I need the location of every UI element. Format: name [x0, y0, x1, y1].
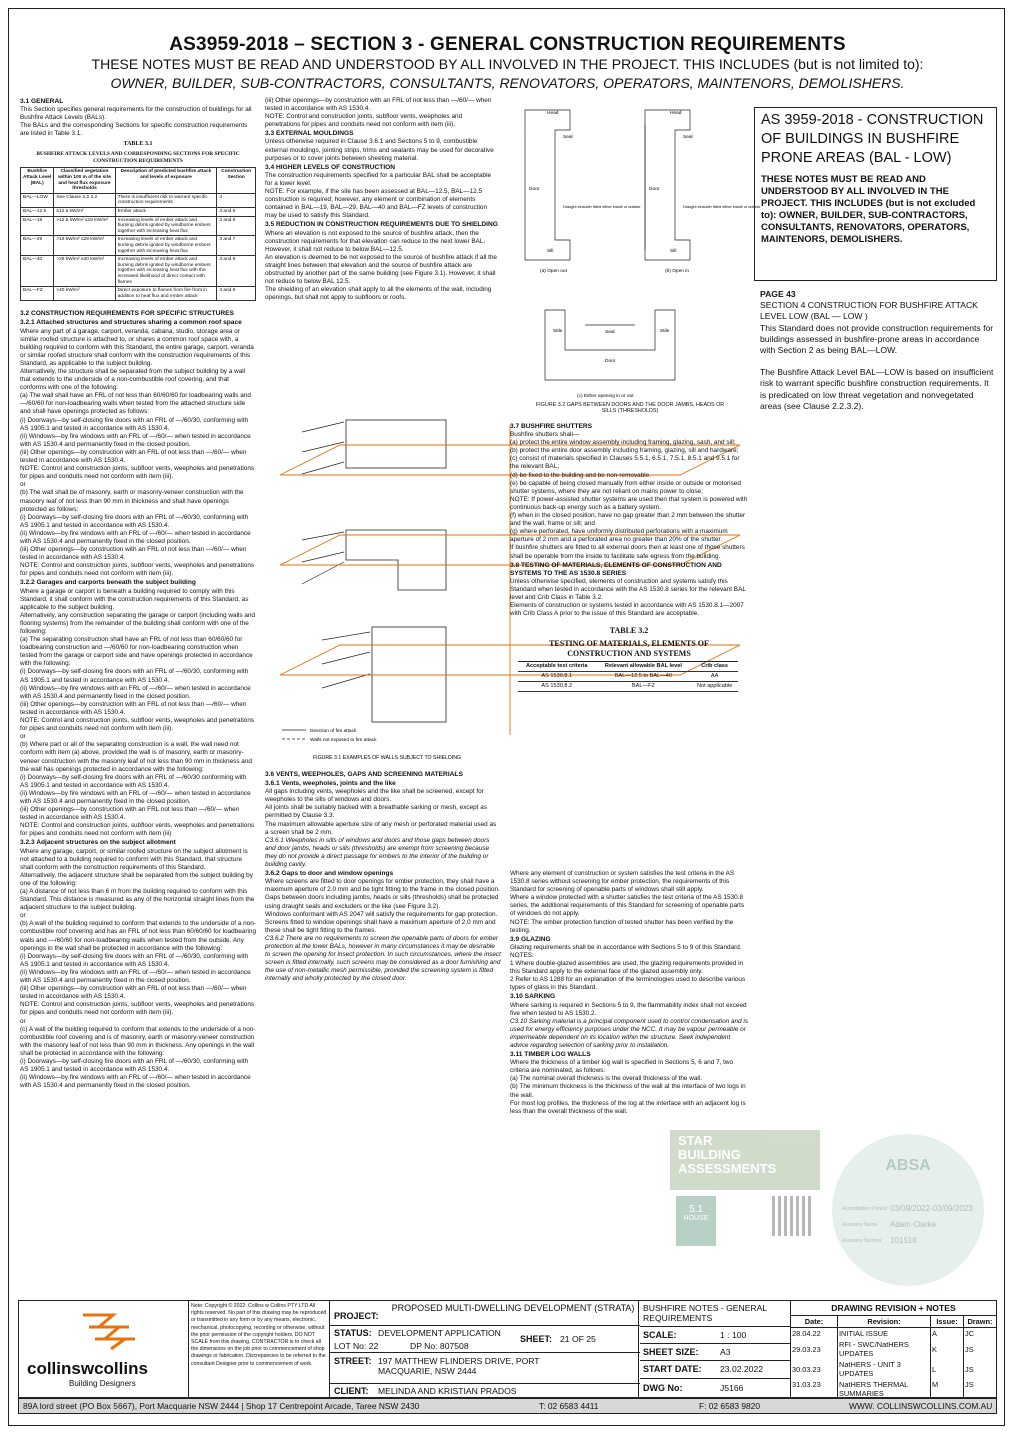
- para: NOTE: Control and construction joints, subfloor vents, weepholes and penetrations for pipes and conduits need not conform with item (iii).: [20, 562, 255, 578]
- table-cell: BAL—12.5 to BAL—40: [596, 672, 692, 682]
- para: Glazing requirements shall be in accordance with Sections 5 to 9 of this Standard.: [510, 943, 742, 951]
- fig32-seal-c: Seal: [605, 330, 615, 335]
- stamp-star: STAR: [678, 1133, 713, 1148]
- revision-cell: M: [931, 1379, 964, 1399]
- table-cell: Increasing levels of ember attack and burning debris ignited by windborne embers together with increasing heat flux: [115, 216, 217, 236]
- revision-panel: [790, 1301, 996, 1399]
- heading-3-2: 3.2 CONSTRUCTION REQUIREMENTS FOR SPECIFIC STRUCTURES: [20, 310, 234, 318]
- para: or: [20, 1017, 26, 1025]
- revision-title: DRAWING REVISION + NOTES: [791, 1301, 996, 1316]
- revision-header: Drawn:: [964, 1316, 997, 1328]
- para: (iii) Other openings—by construction with an FRL of not less than —/60/— when tested in accordance with AS 1530.4.: [20, 700, 247, 716]
- para: The construction requirements specified for a particular BAL shall be acceptable for a lower level.: [265, 171, 492, 187]
- sheet-size-label: SHEET SIZE:: [643, 1347, 699, 1357]
- table-cell: BAL—19: [21, 216, 54, 236]
- para: (iii) Other openings—by construction with an FRL not less than —/60/— when tested in accordance with AS 1530.4.: [20, 806, 240, 822]
- fig32-seal-b: Seal: [683, 135, 693, 140]
- table-cell: Ember attack: [115, 208, 217, 217]
- para: If bushfire shutters are fitted to all external doors then at least one of those shutters shall be operable from the inside to facilitate safe egress from the building.: [510, 544, 745, 560]
- para: Where a window protected with a shutter satisfies the test criteria of the AS 1530.8 series, the additional requirements of this Standard for screening of openable parts of windows do not apply.: [510, 894, 745, 918]
- heading-3-10: 3.10 SARKING: [510, 993, 556, 1001]
- revision-cell: 29.03.23: [791, 1339, 838, 1359]
- fig32-door-c: Door: [605, 359, 616, 364]
- para: (i) Doorways—by self-closing fire doors with an FRL of —/60/30, conforming with AS 1905.1 and tested in accordance with AS 1530.4.: [20, 952, 249, 968]
- fig32-sill-a: Sill: [547, 249, 554, 254]
- fig32-label-c: (c) Either opening in or out: [577, 394, 634, 399]
- revision-cell: 30.03.23: [791, 1359, 838, 1379]
- para: 2 Refer to AS 1288 for an explanation of the terminologies used to describe various types of glass in this Standard.: [510, 976, 746, 992]
- para: All gaps including vents, weepholes and the like shall be screened, except for weepholes to the sills of windows and doors.: [265, 788, 484, 804]
- fig32-head-b: Head: [670, 111, 682, 116]
- para: Screens fitted to window openings shall have a maximum aperture of 2.0 mm and these shall be tight fitting to the frames.: [265, 918, 496, 934]
- fig32-sill-b: Sill: [670, 249, 677, 254]
- para: NOTE: Control and construction joints, subfloor vents, weepholes and penetrations for pipes and conduits need not conform with item (iii).: [20, 717, 255, 733]
- table-cell: There is insufficient risk to warrant specific construction requirements: [115, 193, 217, 207]
- para: (ii) Windows—by fire windows with an FRL of —/60/— when tested in accordance with AS 1530.4 and permanently fixed in the closed position.: [20, 1074, 251, 1090]
- revision-cell: RFI - SWC/NatHERS UPDATES: [838, 1339, 931, 1359]
- page-title: AS3959-2018 – SECTION 3 - GENERAL CONSTRUCTION REQUIREMENTS: [169, 34, 846, 55]
- para: (e) be capable of being closed manually from either inside or outside or motorised shutter systems, where they are not reliant on mains power to close;: [510, 479, 741, 495]
- heading-3-2-1: 3.2.1 Attached structures and structures sharing a common roof space: [20, 319, 242, 327]
- table-row: [21, 216, 256, 236]
- table-cell: BAL—12.5: [21, 208, 54, 217]
- star-building-assessments-stamp: [670, 1130, 820, 1280]
- table-cell: ≤12.5 kW/m²: [54, 208, 115, 217]
- copyright-note: Note: Copyright © 2022: Collins w Collins PTY LTD All rights reserved. No part of this drawing may be reproduced or transmitted in any form or by any means, electronic, mechanical, photocopying, recording or otherwise, without the prior permission of the copyright holders. DO NOT SCALE from this drawing. CONTRACTOR is to check all the dimensions on the job prior to commencement of shop drawings or fabrication. Discrepancies to be referred to the consultant Designer prior to commencement of work.: [191, 1303, 327, 1367]
- para: Alternatively, the adjacent structure shall be separated from the subject building by one of the following:: [20, 871, 253, 887]
- para: Where the thickness of a timber log wall is specified in Sections 5, 6 and 7, two criteria are nominated, as follows:: [510, 1059, 734, 1075]
- heading-3-6-1: 3.6.1 Vents, weepholes, joints and the like: [265, 780, 396, 788]
- box-warning: THESE NOTES MUST BE READ AND UNDERSTOOD BY ALL INVOLVED IN THE PROJECT. THIS INCLUDES (but is not excluded to): OWNER, BUILDER, SUB-CONTRACTORS, CONSULTANTS, RENOVATORS, OPERATORS, MAINTENORS, DEMOLISHERS.: [761, 174, 976, 245]
- para: (b) A wall of the building required to conform that extends to the underside of a non-combustible roof covering and has an FRL of not less than 60/60/60 for loadbearing walls and —/60/60 for non-loadbearing walls when tested from the outside. Any openings in the wall shall be protected in accordance with the following:: [20, 920, 257, 952]
- heading-3-2-2: 3.2.2 Garages and carports beneath the subject building: [20, 579, 196, 587]
- table-row: [21, 193, 256, 207]
- revision-header: Date:: [791, 1316, 838, 1328]
- para: (ii) Windows—by fire windows with an FRL of —/60/— when tested in accordance with AS 1530.4 and permanently fixed in the closed position.: [20, 529, 251, 545]
- dp-number: DP No: 807508: [410, 1341, 469, 1351]
- revision-cell: NatHERS - UNIT 3 UPDATES: [838, 1359, 931, 1379]
- para: Unless otherwise required in Clause 3.6.1 and Sections 5 to 9, combustible external mouldings, jointing strips, trims and sealants may be used for decorative purposes or to cover joints between sheeting material.: [265, 138, 494, 162]
- para: (ii) Windows—by fire windows with an FRL of —/60/— when tested in accordance with AS 1530.4 and permanently fixed in the closed position.: [20, 432, 251, 448]
- fig32-door-b: Door: [649, 187, 660, 192]
- figure-3-1-caption: FIGURE 3.1 EXAMPLES OF WALLS SUBJECT TO SHIELDING: [313, 755, 461, 761]
- para: (i) Doorways—by self-closing fire doors with an FRL of —/60/30, conforming with AS 1905.1 and tested in accordance with AS 1530.4.: [20, 416, 249, 432]
- table-row: [791, 1339, 996, 1359]
- table-row: [791, 1359, 996, 1379]
- section-4-notes: [760, 285, 995, 412]
- fig32-label-a: (a) Open out: [540, 269, 567, 274]
- dwg-value: J5166: [720, 1383, 744, 1393]
- para: (iii) Other openings—by construction with an FRL of not less than —/60/— when tested in accordance with AS 1530.4.: [20, 985, 247, 1001]
- para: The shielding of an elevation shall apply to all the elements of the wall, including openings, but shall not apply to subfloors or roofs.: [265, 286, 492, 302]
- para: Where any element of construction or system satisfies the test criteria in the AS 1530.8 series without screening for ember protection, the requirements of this Standard for screening of openable parts of windows shall still apply.: [510, 870, 735, 894]
- figure-3-2-caption: FIGURE 3.2 GAPS BETWEEN DOORS AND THE DOOR JAMBS, HEADS OR SILLS (THRESHOLDS): [535, 402, 725, 414]
- para: (b) protect the entire door assembly including framing, glazing, sill and hardware;: [510, 447, 739, 455]
- table-cell: BAL—40: [21, 256, 54, 287]
- heading-3-1: 3.1 GENERAL: [20, 98, 64, 105]
- table-row: [21, 236, 256, 256]
- assessor-name-label: Assessor Name: [842, 1222, 878, 1228]
- fig32-draught-a: Draught excluder fitted either inside or outside: [563, 205, 641, 209]
- commentary: C3.10 Sarking material is a principal component used to control condensation and is used for energy efficiency purposes under the NCC. It may be vapour permeable or impermeable dependent on its location within the structure. Seek independent advice regarding selection of sarking prior to installation.: [510, 1017, 749, 1049]
- para: NOTE: If power-assisted shutter systems are used then that system is powered with continuous back-up energy such as a battery system.: [510, 495, 748, 511]
- bal-low-summary-box: [754, 107, 997, 281]
- revision-cell: JS: [965, 1364, 974, 1374]
- heading-3-11: 3.11 TIMBER LOG WALLS: [510, 1051, 591, 1059]
- stamp-building: BUILDING: [678, 1147, 741, 1162]
- heading-3-3: 3.3 EXTERNAL MOULDINGS: [265, 130, 354, 138]
- revision-cell: K: [931, 1339, 964, 1359]
- project-label: PROJECT:: [334, 1311, 379, 1321]
- revision-cell: 31.03.23: [791, 1379, 838, 1399]
- para: (a) The wall shall have an FRL of not less than 60/60/60 for loadbearing walls and —/60/60 for non-loadbearing walls when tested from the attached structure side and shall have openings protected as follows:: [20, 392, 251, 416]
- collinswcollins-logo-icon: [79, 1311, 159, 1351]
- heading-3-2-3: 3.2.3 Adjacent structures on the subject allotment: [20, 839, 176, 847]
- heading-3-6-2: 3.6.2 Gaps to door and window openings: [265, 870, 394, 878]
- para: (ii) Windows—by fire windows with an FRL of —/60/— when tested in accordance with AS 1530.4 and permanently fixed in the closed position.: [20, 789, 251, 805]
- para: Windows conformant with AS 2047 will satisfy the requirements for gap protection.: [265, 910, 498, 918]
- table-cell: Increasing levels of ember attack and burning debris ignited by windborne embers together with increasing heat flux: [115, 236, 217, 256]
- table-cell: >29 kW/m² ≤40 kW/m²: [54, 256, 115, 287]
- stamp-rating: 5.1: [689, 1204, 703, 1215]
- para: All joints shall be suitably backed with a breathable sarking or mesh, except as permitted by Clause 3.3.: [265, 804, 488, 820]
- para: NOTE: Control and construction joints, subfloor vents, weepholes and penetrations for pipes and conduits need not conform with item (iii): [20, 822, 255, 838]
- heading-3-9: 3.9 GLAZING: [510, 935, 551, 943]
- page-subtitle: THESE NOTES MUST BE READ AND UNDERSTOOD BY ALL INVOLVED IN THE PROJECT. THIS INCLUDES (but is not limited to):: [91, 56, 924, 72]
- revision-header: Revision:: [838, 1316, 931, 1328]
- fig32-stile-right: Stile: [660, 329, 670, 334]
- project-value: PROPOSED MULTI-DWELLING DEVELOPMENT (STRATA): [391, 1303, 635, 1313]
- para: Bushfire shutters shall—: [510, 431, 580, 439]
- table-cell: BAL—LOW: [21, 193, 54, 207]
- table-cell: >12.5 kW/m² ≤19 kW/m²: [54, 216, 115, 236]
- table-cell: 3 and 7: [217, 236, 256, 256]
- table-cell: AA: [691, 672, 738, 682]
- para: (c) A wall of the building required to conform that extends to the underside of a non-combustible roof covering and is of masonry, earth or masonry-veneer construction with the masonry leaf of not less than 90 mm in thickness. Any openings in the wall shall be protected in accordance with the following:: [20, 1025, 256, 1057]
- table-header: Crib class: [691, 662, 738, 672]
- fig32-stile-left: Stile: [553, 329, 563, 334]
- para: (c) consist of materials specified in Clauses 5.5.1, 6.5.1, 7.5.1, 8.5.1 and 9.5.1 for the relevant BAL;: [510, 455, 740, 471]
- table-cell: Increasing levels of ember attack and burning debris ignited by windborne embers together with increasing heat flux with the increased likelihood of direct contact with flames: [115, 256, 217, 287]
- para: NOTE: Control and construction joints, subfloor vents, weepholes and penetrations for pipes and conduits need not conform with item (iii).: [20, 465, 255, 481]
- para: (d) be fixed to the building and be non-removable.: [510, 471, 652, 479]
- para: 1 Where double-glazed assemblies are used, the glazing requirements provided in this Standard apply to the external face of the glazed assembly only.: [510, 960, 744, 976]
- stamp-house: HOUSE: [683, 1215, 709, 1222]
- para: This Standard does not provide construction requirements for buildings assessed in bushfire-prone areas in accordance with Section 2 as being BAL—LOW.: [760, 322, 994, 356]
- table-row: [518, 672, 738, 682]
- assessor-name: Adam Clarke: [890, 1220, 937, 1229]
- para: (b) The minimum thickness is the thickness of the wall at the interface of two logs in the wall.: [510, 1083, 746, 1099]
- revision-header: Issue:: [931, 1316, 964, 1328]
- sheet-label: SHEET:: [520, 1334, 553, 1344]
- absa-badge-icon: [826, 1130, 990, 1290]
- heading-3-4: 3.4 HIGHER LEVELS OF CONSTRUCTION: [265, 163, 396, 171]
- para: (a) protect the entire window assembly including framing, glazing, sash, and sill;: [510, 439, 736, 447]
- box-title: AS 3959-2018 - CONSTRUCTION OF BUILDINGS IN BUSHFIRE PRONE AREAS (BAL - LOW): [761, 112, 984, 166]
- para: Where screens are fitted to door openings for ember protection, they shall have a maximum aperture of 2.0 mm and be tight fitting to the frame in the closed position.: [265, 878, 500, 894]
- page-ref: PAGE 43: [760, 289, 796, 299]
- para: The BALs and the corresponding Sections for specific construction requirements are listed in Table 3.1.: [20, 122, 248, 138]
- para: (a) The separating construction shall have an FRL of not less than 60/60/60 for loadbearing construction and —/60/60 for non-loadbearing construction when tested from the garage or carport side and have openings protected in accordance with the following:: [20, 636, 253, 668]
- footer-website[interactable]: WWW. COLLINSWCOLLINS.COM.AU: [849, 1401, 993, 1411]
- para: SECTION 4 CONSTRUCTION FOR BUSHFIRE ATTACK LEVEL LOW (BAL — LOW ): [760, 300, 978, 322]
- table-3-2-caption: TABLE 3.2: [609, 626, 649, 636]
- table-cell: AS 1530.8.1: [518, 672, 596, 682]
- scale-value: 1 : 100: [720, 1330, 747, 1340]
- table-3-1-caption: TABLE 3.1: [123, 141, 153, 148]
- table-cell: 4: [217, 193, 256, 207]
- client-value: MELINDA AND KRISTIAN PRADOS: [378, 1386, 517, 1396]
- para: Where any garage, carport, or similar roofed structure on the subject allotment is not attached to a building required to conform with this Standard, that structure shall conform with the construction requirements of this Standard.: [20, 847, 248, 871]
- table-header: Acceptable test criteria: [518, 662, 596, 672]
- column-2-bottom: [265, 770, 501, 1115]
- table-header: Classified vegetation within 100 m of the site and heat flux exposure thresholds: [54, 168, 115, 193]
- table-cell: Direct exposure to flames from fire front in addition to heat flux and ember attack: [115, 287, 217, 301]
- footer-bar: [18, 1398, 997, 1414]
- para: or: [20, 733, 26, 741]
- para: NOTES:: [510, 951, 534, 959]
- brand-sub: Building Designers: [69, 1379, 136, 1388]
- figure-3-1-legend-walls: Walls not exposed to fire attack: [310, 738, 377, 743]
- footer-fax: F: 02 6583 9820: [699, 1401, 761, 1411]
- client-label: CLIENT:: [334, 1386, 369, 1396]
- revision-table: [791, 1316, 996, 1399]
- table-row: [21, 287, 256, 301]
- revision-cell: JS: [965, 1380, 974, 1389]
- table-cell: >40 kW/m²: [54, 287, 115, 301]
- figure-3-1-legend-fire: Direction of fire attack: [310, 729, 357, 734]
- para: NOTE: Control and construction joints, subfloor vents, weepholes and penetrations for pipes and conduits need not conform with item (iii).: [20, 1001, 255, 1017]
- table-row: [21, 208, 256, 217]
- scale-label: SCALE:: [643, 1330, 677, 1340]
- revision-cell: NatHERS THERMAL SUMMARIES: [838, 1379, 931, 1399]
- column-3: [510, 422, 748, 814]
- table-cell: AS 1530.8.2: [518, 682, 596, 692]
- qr-code-icon: [772, 1196, 812, 1236]
- para: (ii) Windows—by fire windows with an FRL of —/60/— when tested in accordance with AS 1530.4 and permanently fixed in the closed position.: [20, 684, 251, 700]
- fig32-label-b: (b) Open in: [665, 269, 689, 274]
- para: (iii) Other openings—by construction with an FRL of not less than —/60/— when tested in accordance with AS 1530.4.: [265, 97, 492, 113]
- assessor-number-label: Assessor Number: [842, 1238, 882, 1244]
- table-cell: 3 and 9: [217, 287, 256, 301]
- title-block: [18, 1300, 997, 1398]
- table-row: [518, 682, 738, 692]
- street-value: 197 MATTHEW FLINDERS DRIVE, PORT MACQUARIE, NSW 2444: [378, 1356, 540, 1376]
- column-2-top: [265, 97, 499, 409]
- sheet-value: 21 OF 25: [560, 1334, 596, 1344]
- table-header: Bushfire Attack Level (BAL): [21, 168, 54, 193]
- figure-3-2-door-gaps-diagram: [505, 100, 761, 420]
- absa-accreditation-stamp: [826, 1130, 990, 1290]
- dwg-label: DWG No:: [643, 1383, 683, 1393]
- para: This Section specifies general requirements for the construction of buildings for all Bushfire Attack Levels (BALs).: [20, 106, 252, 122]
- revision-cell: 28.04.22: [791, 1328, 838, 1340]
- table-3-1: [20, 167, 256, 301]
- table-cell: 3 and 6: [217, 216, 256, 236]
- table-cell: See Clause 2.2.3.2: [54, 193, 115, 207]
- para: For most log profiles, the thickness of the log at the interface with an adjacent log is less than the overall thickness of the wall.: [510, 1099, 746, 1115]
- para: Alternatively, any construction separating the garage or carport (including walls and flooring systems) from the remainder of the building shall conform with one of the following:: [20, 611, 256, 635]
- project-panel: [329, 1301, 639, 1399]
- para: (a) The nominal overall thickness is the overall thickness of the wall.: [510, 1075, 703, 1083]
- para: (ii) Windows—by fire windows with an FRL of —/60/— when tested in accordance with AS 1530.4 and permanently fixed in the closed position.: [20, 968, 251, 985]
- revision-cell: JC: [965, 1329, 975, 1338]
- audience-line: OWNER, BUILDER, SUB-CONTRACTORS, CONSULTANTS, RENOVATORS, OPERATORS, MAINTENORS, DEMOLISHERS.: [110, 75, 905, 91]
- para: (i) Doorways—by self-closing fire doors with an FRL of —/60/30, conforming with AS 1905.1 and tested in accordance with AS 1530.4.: [20, 668, 249, 684]
- table-cell: BAL—FZ: [21, 287, 54, 301]
- footer-tel: T: 02 6583 4411: [539, 1401, 599, 1411]
- para: (i) Doorways—by self-closing fire doors with an FRL of —/60/30, conforming with AS 1905.1 and tested in accordance with AS 1530.4.: [20, 513, 249, 529]
- start-date-value: 23.02.2022: [720, 1364, 764, 1374]
- para: (a) A distance of not less than 6 m from the building required to conform with this Standard. This distance is measured as any of the horizontal straight lines from the adjacent structure to the subject building.: [20, 888, 255, 912]
- stamp-assessments: ASSESSMENTS: [678, 1161, 777, 1176]
- para: Where an elevation is not exposed to the source of bushfire attack, then the construction requirements for that elevation can reduce to the next lower BAL. However, it shall not reduce to below BAL—12.5.: [265, 229, 486, 253]
- heading-3-7: 3.7 BUSHFIRE SHUTTERS: [510, 423, 593, 430]
- commentary: C3.6.2 There are no requirements to screen the openable parts of doors for ember protection at the lower BALs, however in many circumstances it may be desirable to screen the opening for insect protection. In such circumstances, where the insect screen is fitted internally, such screens may be considered as a door furnishing and the use of non-metallic mesh permissible, provided the screening system is fitted internally and wholly protected by the closed door.: [265, 934, 501, 983]
- status-value: DEVELOPMENT APPLICATION: [378, 1328, 501, 1338]
- para: The maximum allowable aperture size of any mesh or perforated material used as a screen shall be 2 mm.: [265, 820, 497, 836]
- table-header: Construction Section: [217, 168, 256, 193]
- commentary: C3.6.1 Weepholes in sills of windows and doors and those gaps between doors and door jambs, heads or sills (thresholds) are exempt from screening because they do not provide a direct passage for embers to the interior of the building or building cavity.: [265, 836, 490, 869]
- fig32-draught-b: Draught excluder fitted either inside or outside: [683, 205, 761, 209]
- table-header: Description of predicted bushfire attack and levels of exposure: [115, 168, 217, 193]
- drawing-title: BUSHFIRE NOTES - GENERAL REQUIREMENTS: [643, 1303, 767, 1323]
- para: Alternatively, the structure shall be separated from the subject building by a wall that extends to the underside of a non-combustible roof covering, and that conforms with one of the following:: [20, 368, 246, 392]
- para: Unless otherwise specified, elements of construction and systems satisfy this Standard when tested in accordance with the AS 1530.8 series for the relevant BAL level and Crib Class in Table 3.2.: [510, 577, 746, 601]
- street-label: STREET:: [334, 1356, 372, 1366]
- table-row: [791, 1379, 996, 1399]
- para: (f) when in the closed position, have no gap greater than 2 mm between the shutter and the wall, frame or sill; and: [510, 512, 746, 528]
- para: An elevation is deemed to be not exposed to the source of bushfire attack if all the straight lines between that elevation and the source of bushfire attack are obstructed by another part of the same building (see Figure 3.1). However, it shall not reduce to below BAL 12.5.: [265, 253, 497, 286]
- brand-name: collinswcollins: [27, 1359, 148, 1378]
- para: (b) The wall shall be of masonry, earth or masonry-veneer construction with the masonry leaf of not less than 90 mm in thickness and shall have openings protected as follows:: [20, 489, 244, 513]
- revision-cell: L: [931, 1359, 964, 1379]
- sheet-size-value: A3: [720, 1347, 731, 1357]
- para: NOTE: The ember protection function of tested shutter has been verified by the testing.: [510, 918, 734, 934]
- para: or: [20, 912, 26, 920]
- table-cell: BAL—FZ: [596, 682, 692, 692]
- table-cell: BAL—29: [21, 236, 54, 256]
- table-3-2-title: TESTING OF MATERIALS, ELEMENTS OF CONSTRUCTION AND SYSTEMS: [549, 639, 709, 659]
- table-row: [791, 1328, 996, 1340]
- heading-3-5: 3.5 REDUCTION IN CONSTRUCTION REQUIREMENTS DUE TO SHIELDING: [265, 221, 498, 229]
- fig32-seal-a: Seal: [563, 135, 573, 140]
- para: Where a garage or carport is beneath a building required to comply with this Standard, it shall conform with the construction requirements of this Standard, as applicable to the subject building.: [20, 587, 249, 611]
- para: (b) Where part or all of the separating construction is a wall, the wall need not conform with item (a) above, provided the wall is of masonry, earth or masonry-veneer construction with the masonry leaf of not less than 90 mm in thickness and the wall has openings protected in accordance with the following:: [20, 741, 252, 773]
- fig32-door-a: Door: [529, 187, 540, 192]
- brand-panel: [19, 1301, 189, 1399]
- column-1: [20, 97, 256, 1295]
- revision-cell: INITIAL ISSUE: [838, 1328, 931, 1340]
- assessor-number: 101518: [890, 1236, 917, 1245]
- footer-address: 89A lord street (PO Box 5667), Port Macquarie NSW 2444 | Shop 17 Centrepoint Arcade, Taree NSW 2430: [23, 1401, 420, 1411]
- accr-label: Accreditation Period: [842, 1206, 887, 1212]
- accr-value: 03/09/2022-03/09/2023: [890, 1204, 973, 1213]
- table-cell: 3 and 5: [217, 208, 256, 217]
- revision-cell: A: [931, 1328, 964, 1340]
- start-date-label: START DATE:: [643, 1364, 702, 1374]
- para: Gaps between doors including jambs, heads or sills (thresholds) shall be protected using draught seals and excluders or the like (see Figure 3.2).: [265, 894, 499, 910]
- table-cell: Not applicable: [691, 682, 738, 692]
- para: NOTE: For example, if the site has been assessed at BAL—12.5, BAL—12.5 construction is required; however, any element or combination of elements contained in BAL—19, BAL—29, BAL—40 and BAL—FZ levels of construction may be used to satisfy this Standard.: [265, 188, 488, 220]
- status-label: STATUS:: [334, 1328, 372, 1338]
- para: Elements of construction or systems tested in accordance with AS 1530.8.1—2007 with Crib Class A prior to the issue of this Standard are acceptable.: [510, 602, 744, 618]
- table-cell: >19 kW/m² ≤29 kW/m²: [54, 236, 115, 256]
- para: Where any part of a garage, carport, veranda, cabana, studio, storage area or similar roofed structure is attached to, or shares a common roof space with, a building required to conform with this Standard, the entire garage, carport, veranda or similar roofed structure shall conform with the construction requirements of this Standard, as applicable to the subject building.: [20, 327, 254, 367]
- para: NOTE: Control and construction joints, subfloor vents, weepholes and penetrations for pipes and conduits need not conform with item (iii).: [265, 113, 463, 129]
- table-row: [21, 256, 256, 287]
- table-cell: 3 and 8: [217, 256, 256, 287]
- para: (i) Doorways—by self-closing fire doors with an FRL of —/60/30, conforming with AS 1905.1 and tested in accordance with AS 1530.4.: [20, 1057, 249, 1074]
- heading-3-6: 3.6 VENTS, WEEPHOLES, GAPS AND SCREENING MATERIALS: [265, 771, 463, 778]
- para: (iii) Other openings—by construction with an FRL of not less than —/60/— when tested in accordance with AS 1530.4.: [20, 448, 247, 465]
- para: or: [20, 481, 26, 489]
- para: (i) Doorways—by self-closing fire doors with an FRL of —/60/30 conforming with AS 1905.1 and tested in accordance with AS 1530.4.: [20, 773, 247, 789]
- para: (iii) Other openings—by construction with an FRL of not less than —/60/— when tested in accordance with AS 1530.4.: [20, 546, 247, 562]
- table-header: Relevant allowable BAL level: [596, 662, 692, 672]
- drawing-info-panel: [640, 1301, 790, 1399]
- para: Where sarking is required in Sections 5 to 9, the flammability index shall not exceed five when tested to AS 1530.2.: [510, 1001, 747, 1017]
- heading-3-8: 3.8 TESTING OF MATERIALS, ELEMENTS OF CONSTRUCTION AND SYSTEMS TO THE AS 1530.8 SERIES: [510, 561, 722, 577]
- lot-number: LOT No: 22: [334, 1341, 379, 1351]
- para: The Bushfire Attack Level BAL—LOW is based on insufficient risk to warrant specific bushfire construction requirements. It is predicated on low threat vegetation and nonvegetated areas (see Clause 2.2.3.2).: [760, 367, 994, 411]
- absa-logo-text: ABSA: [885, 1157, 931, 1174]
- para: (g) where perforated, have uniformly distributed perforations with a maximum aperture of 2 mm and a perforated area no greater than 20% of the shutter.: [510, 528, 728, 544]
- table-3-2: [518, 661, 738, 692]
- revision-cell: JS: [965, 1344, 974, 1354]
- table-3-1-title: BUSHFIRE ATTACK LEVELS AND CORRESPONDING SECTIONS FOR SPECIFIC CONSTRUCTION REQUIREMENTS: [36, 151, 240, 165]
- fig32-head-a: Head: [547, 111, 559, 116]
